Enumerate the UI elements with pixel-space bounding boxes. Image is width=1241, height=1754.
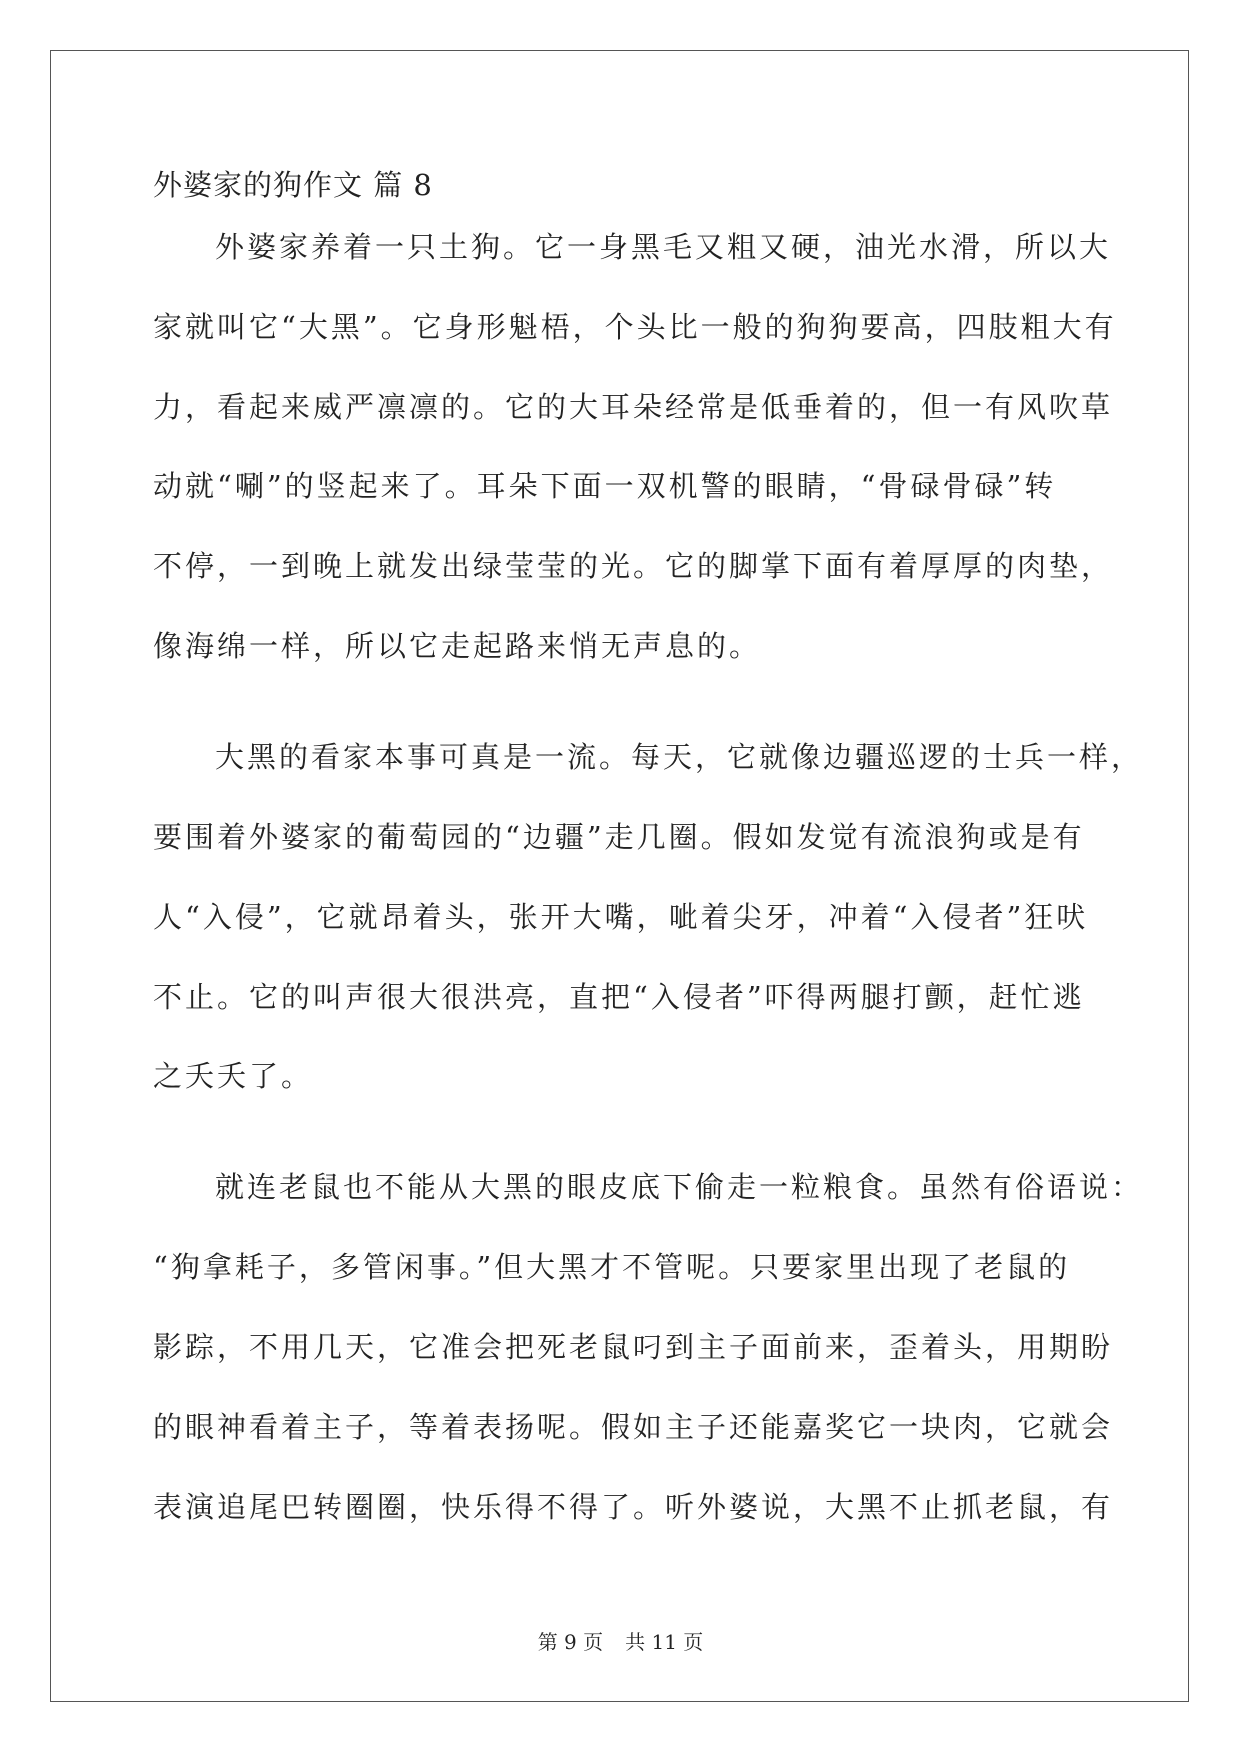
body-line-8: 要围着外婆家的葡萄园的“边疆”走几圈。假如发觉有流浪狗或是有 bbox=[153, 820, 1085, 854]
body-line-13: “狗拿耗子，多管闲事。”但大黑才不管呢。只要家里出现了老鼠的 bbox=[153, 1250, 1071, 1284]
body-line-10: 不止。它的叫声很大很洪亮，直把“入侵者”吓得两腿打颤，赶忙逃 bbox=[153, 980, 1085, 1014]
page-number-current: 第 9 页 bbox=[537, 1630, 604, 1654]
body-line-2: 家就叫它“大黑”。它身形魁梧，个头比一般的狗狗要高，四肢粗大有 bbox=[153, 310, 1117, 344]
body-line-1: 外婆家养着一只土狗。它一身黑毛又粗又硬，油光水滑，所以大 bbox=[215, 230, 1112, 264]
body-line-4: 动就“唰”的竖起来了。耳朵下面一双机警的眼睛，“骨碌骨碌”转 bbox=[153, 469, 1057, 503]
document-title: 外婆家的狗作文 篇 8 bbox=[153, 168, 433, 202]
body-line-6: 像海绵一样，所以它走起路来悄无声息的。 bbox=[153, 629, 762, 663]
page-number-total: 共 11 页 bbox=[625, 1630, 704, 1654]
body-line-3: 力，看起来威严凛凛的。它的大耳朵经常是低垂着的，但一有风吹草 bbox=[153, 390, 1114, 424]
body-line-9: 人“入侵”，它就昂着头，张开大嘴，呲着尖牙，冲着“入侵者”狂吠 bbox=[153, 900, 1089, 934]
body-line-15: 的眼神看着主子，等着表扬呢。假如主子还能嘉奖它一块肉，它就会 bbox=[153, 1410, 1114, 1444]
page-footer bbox=[0, 1630, 1241, 1654]
body-line-7: 大黑的看家本事可真是一流。每天，它就像边疆巡逻的士兵一样， bbox=[215, 740, 1144, 774]
body-line-5: 不停，一到晚上就发出绿莹莹的光。它的脚掌下面有着厚厚的肉垫， bbox=[153, 549, 1114, 583]
body-line-14: 影踪，不用几天，它准会把死老鼠叼到主子面前来，歪着头，用期盼 bbox=[153, 1330, 1114, 1364]
page-border bbox=[50, 50, 1189, 1702]
body-line-16: 表演追尾巴转圈圈，快乐得不得了。听外婆说，大黑不止抓老鼠，有 bbox=[153, 1490, 1114, 1524]
body-line-12: 就连老鼠也不能从大黑的眼皮底下偷走一粒粮食。虽然有俗语说： bbox=[215, 1170, 1144, 1204]
body-line-11: 之夭夭了。 bbox=[153, 1059, 314, 1093]
